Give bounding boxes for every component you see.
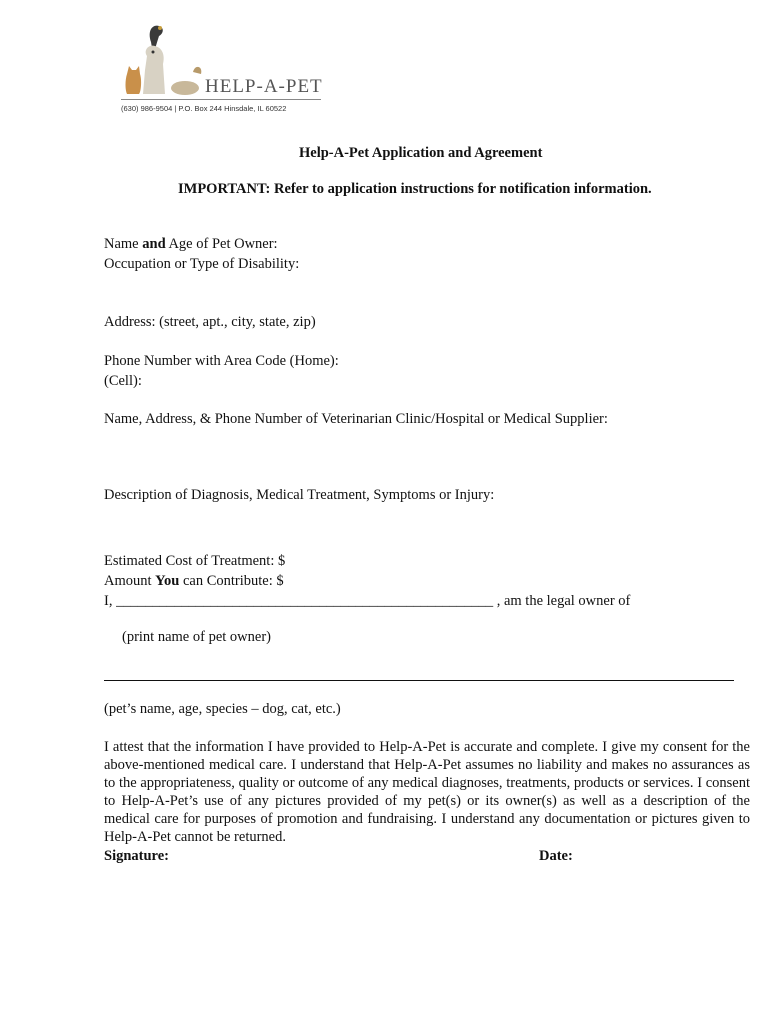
date-label: Date: [539,848,573,864]
legal-owner-statement: I, ____________________________________________________ , am the legal owner of [104,593,631,609]
signature-label: Signature: [104,848,169,864]
owner-name-caption: (print name of pet owner) [122,629,271,645]
page-title: Help-A-Pet Application and Agreement [299,145,543,161]
address-label: Address: (street, apt., city, state, zip) [104,314,316,330]
occupation-label: Occupation or Type of Disability: [104,256,300,272]
help-a-pet-logo [113,20,323,145]
agreement-paragraph: I attest that the information I have provided to Help-A-Pet is accurate and complete. I give my consent for the above-mentioned medical care. I understand that Help-A-Pet assumes no liability and makes no assurances as to the appropriateness, quality or outcome of any medical diagnoses, treatments, products or services. I consent to Help-A-Pet’s use of any pictures provided of my pet(s) or its owner(s) as well as a description of the medical care for purposes of promotion and fundraising. I understand any documentation or pictures given to Help-A-Pet cannot be returned. [104,739,750,845]
label-part: can Contribute: $ [179,573,284,589]
pet-info-caption: (pet’s name, age, species – dog, cat, etc.) [104,701,341,717]
owner-name-age-label [104,235,278,253]
label-emphasis: You [155,573,180,589]
important-note: IMPORTANT: Refer to application instructions for notification information. [178,181,652,197]
contribution-label [104,572,284,590]
phone-cell-label: (Cell): [104,373,142,389]
pets-illustration [113,20,205,98]
diagnosis-label: Description of Diagnosis, Medical Treatment, Symptoms or Injury: [104,487,495,503]
pet-info-line [104,680,734,681]
label-part: Amount [104,573,156,589]
veterinarian-label: Name, Address, & Phone Number of Veterinarian Clinic/Hospital or Medical Supplier: [104,411,608,427]
estimated-cost-label: Estimated Cost of Treatment: $ [104,553,286,569]
logo-wordmark: HELP-A-PET [205,76,323,97]
label-part: Age of Pet Owner: [165,236,278,252]
label-emphasis: and [142,236,166,252]
phone-home-label: Phone Number with Area Code (Home): [104,353,339,369]
logo-contact: (630) 986-9504 | P.O. Box 244 Hinsdale, IL 60522 [121,104,287,113]
label-part: Name [104,236,143,252]
logo-divider [121,99,321,100]
